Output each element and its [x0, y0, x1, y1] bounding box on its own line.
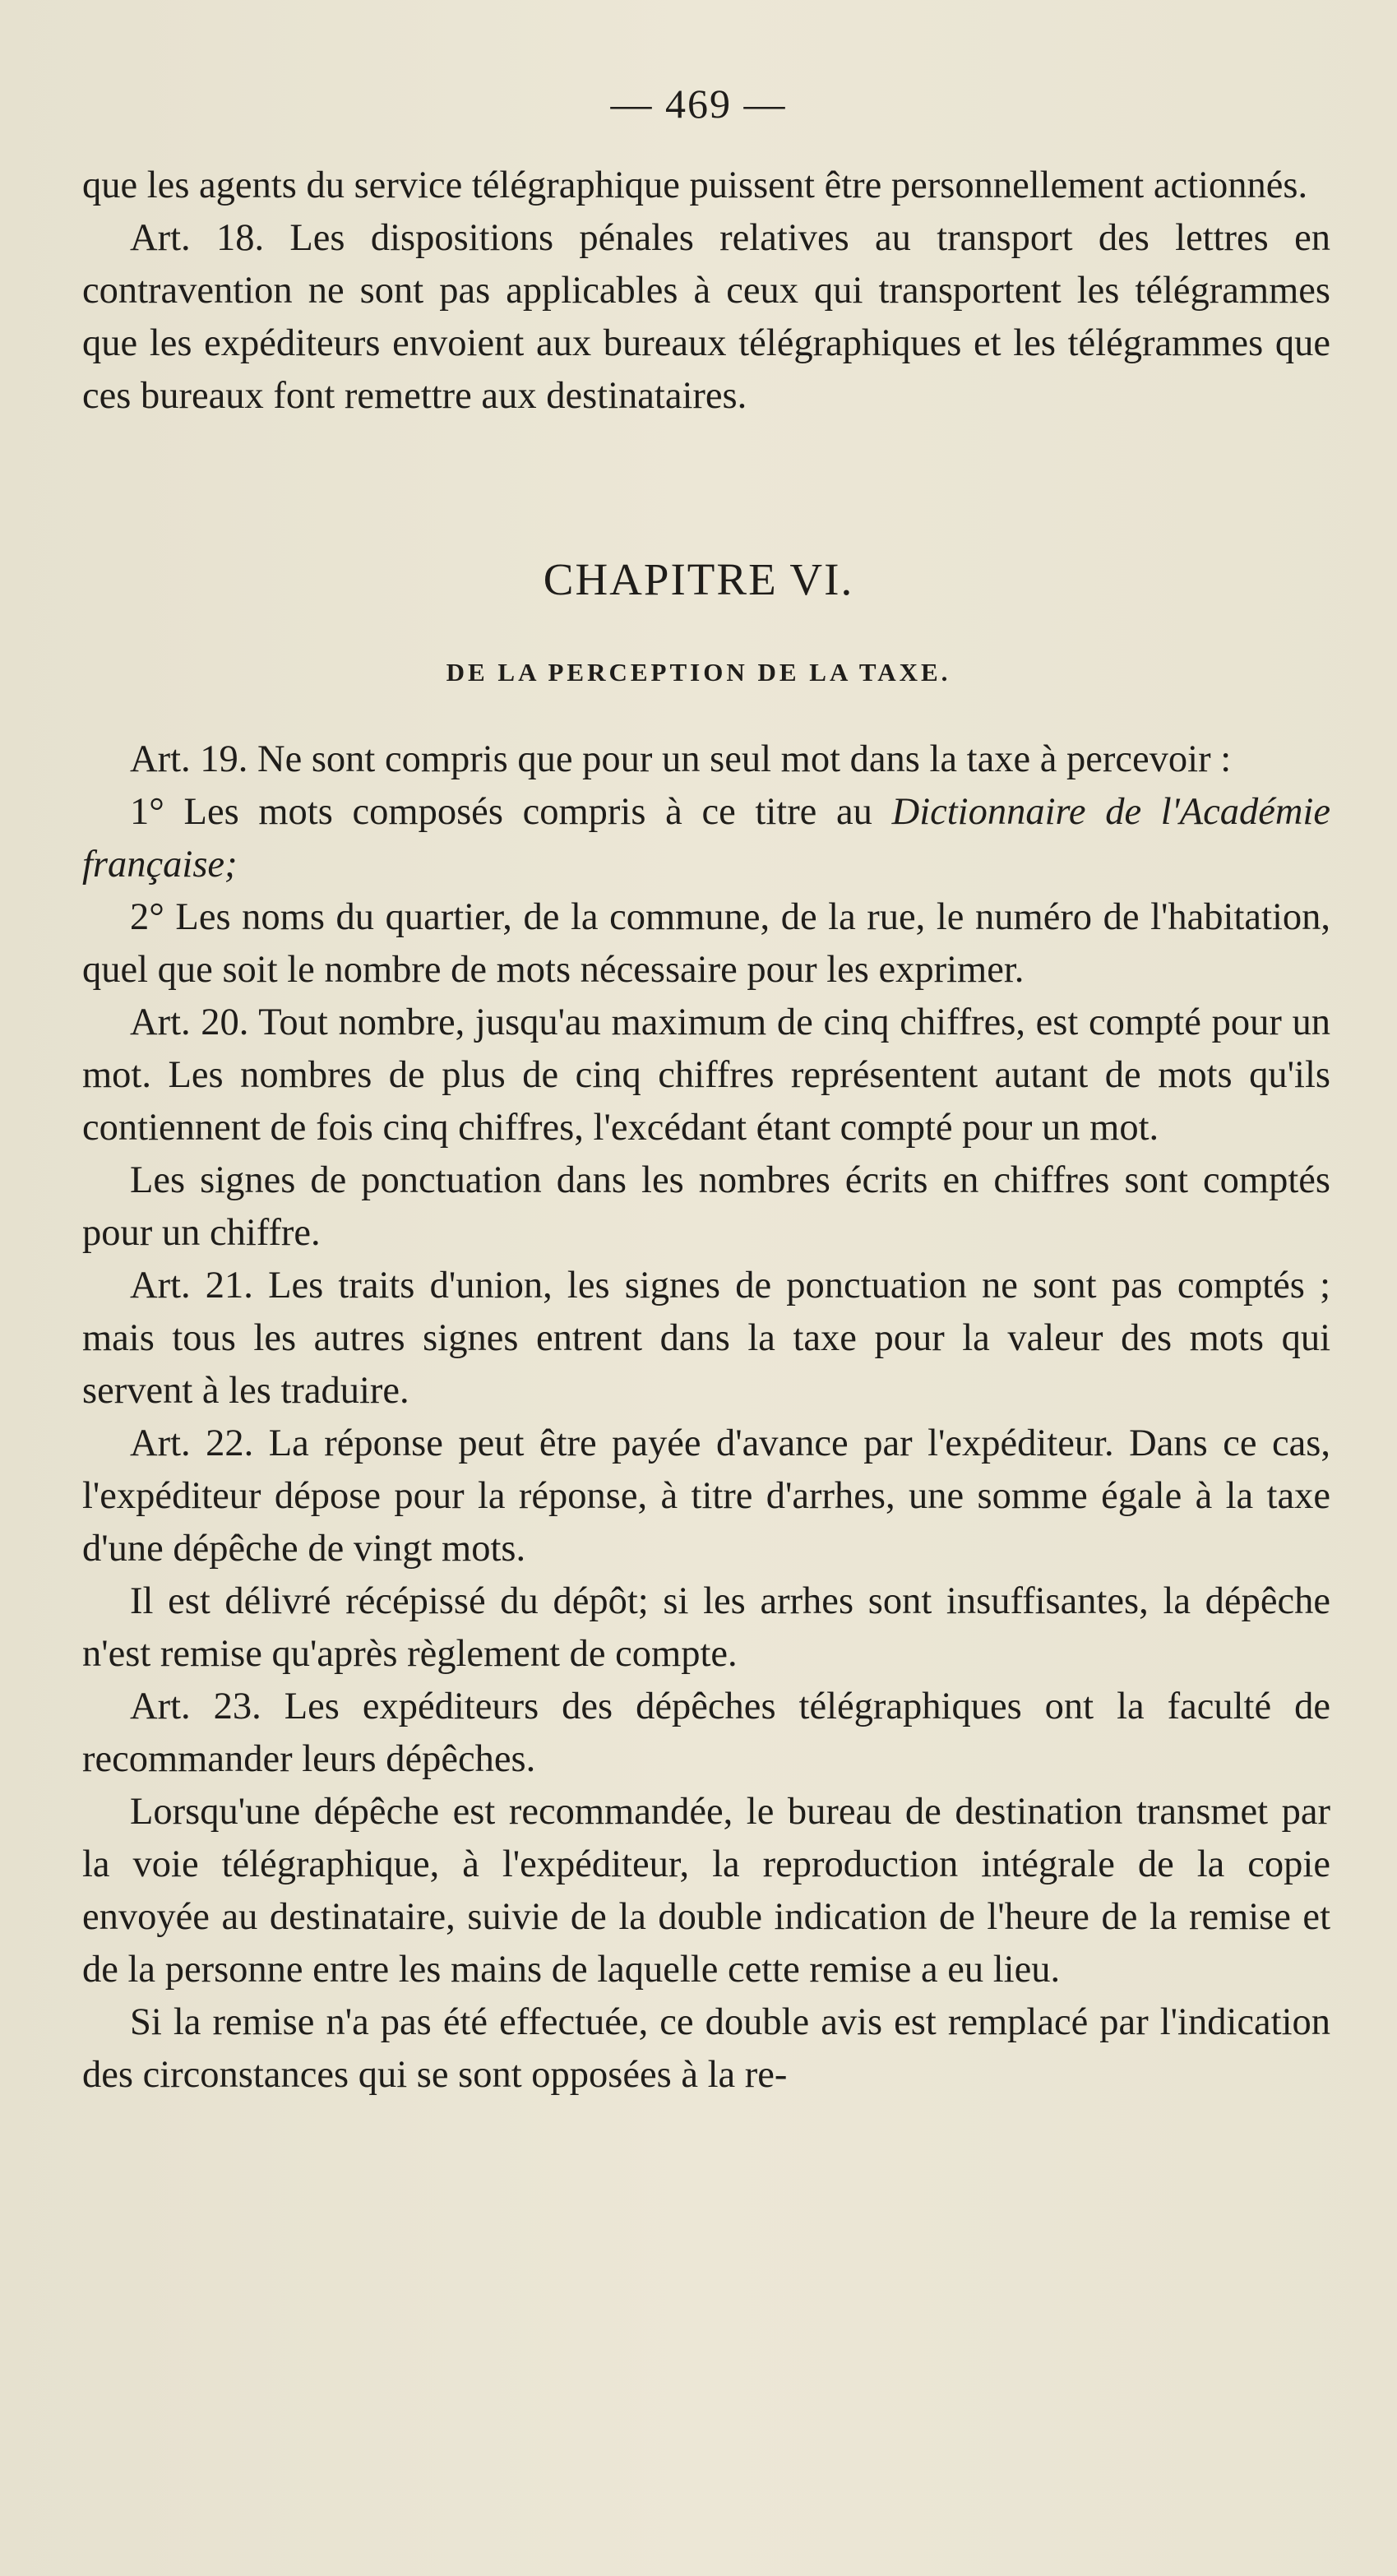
- paragraph-item-1: [82, 786, 1330, 891]
- chapter-title: CHAPITRE VI.: [543, 554, 854, 604]
- paragraph-art-22: Art. 22. La réponse peut être payée d'avance par l'expéditeur. Dans ce cas, l'expéditeur dépose pour la réponse, à titre d'arrhes, une somme égale à la taxe d'une dépêche de vingt mots.: [82, 1422, 1330, 1570]
- text-block-top: [82, 160, 1330, 423]
- text-block-chapter: [82, 733, 1330, 2102]
- paragraph-art-22-b: Il est délivré récépissé du dépôt; si les arrhes sont insuffisantes, la dépêche n'est remise qu'après règlement de compte.: [82, 1580, 1330, 1675]
- paragraph-continuation: que les agents du service télégraphique puissent être personnellement actionnés.: [82, 164, 1308, 206]
- page-number: — 469 —: [610, 81, 787, 127]
- paragraph-art-23: Art. 23. Les expéditeurs des dépêches télégraphiques ont la faculté de recommander leurs dépêches.: [82, 1686, 1330, 1780]
- item-1-italic: Dictionnaire de l'Académie française;: [82, 791, 1330, 886]
- paragraph-art-20-b: Les signes de ponctuation dans les nombres écrits en chiffres sont comptés pour un chiffre.: [82, 1159, 1330, 1254]
- paragraph-art-21: Art. 21. Les traits d'union, les signes de ponctuation ne sont pas comptés ; mais tous les autres signes entrent dans la taxe pour la valeur des mots qui servent à les traduire.: [82, 1265, 1330, 1412]
- paragraph-art-18: Art. 18. Les dispositions pénales relatives au transport des lettres en contravention ne sont pas applicables à ceux qui transportent les télégrammes que les expéditeurs envoient aux bureaux télégraphiques et les télégrammes que ces bureaux font remettre aux destinataires.: [82, 217, 1330, 417]
- paragraph-art-20: Art. 20. Tout nombre, jusqu'au maximum de cinq chiffres, est compté pour un mot. Les nombres de plus de cinq chiffres représentent autant de mots qu'ils contiennent de fois cinq chiffres, l'excédant étant compté pour un mot.: [82, 1001, 1330, 1149]
- item-1-text: 1° Les mots composés compris à ce titre au: [130, 791, 892, 833]
- paragraph-art-19: Art. 19. Ne sont compris que pour un seul mot dans la taxe à percevoir :: [130, 738, 1232, 780]
- paragraph-item-2: 2° Les noms du quartier, de la commune, de la rue, le numéro de l'habitation, quel que soit le nombre de mots nécessaire pour les exprimer.: [82, 896, 1330, 991]
- chapter-subtitle: DE LA PERCEPTION DE LA TAXE.: [446, 658, 951, 687]
- paragraph-art-23-c: Si la remise n'a pas été effectuée, ce double avis est remplacé par l'indication des circonstances qui se sont opposées à la re-: [82, 2001, 1330, 2096]
- paragraph-art-23-b: Lorsqu'une dépêche est recommandée, le bureau de destination transmet par la voie télégraphique, à l'expéditeur, la reproduction intégrale de la copie envoyée au destinataire, suivie de la double indication de l'heure de la remise et de la personne entre les mains de laquelle cette remise a eu lieu.: [82, 1791, 1330, 1991]
